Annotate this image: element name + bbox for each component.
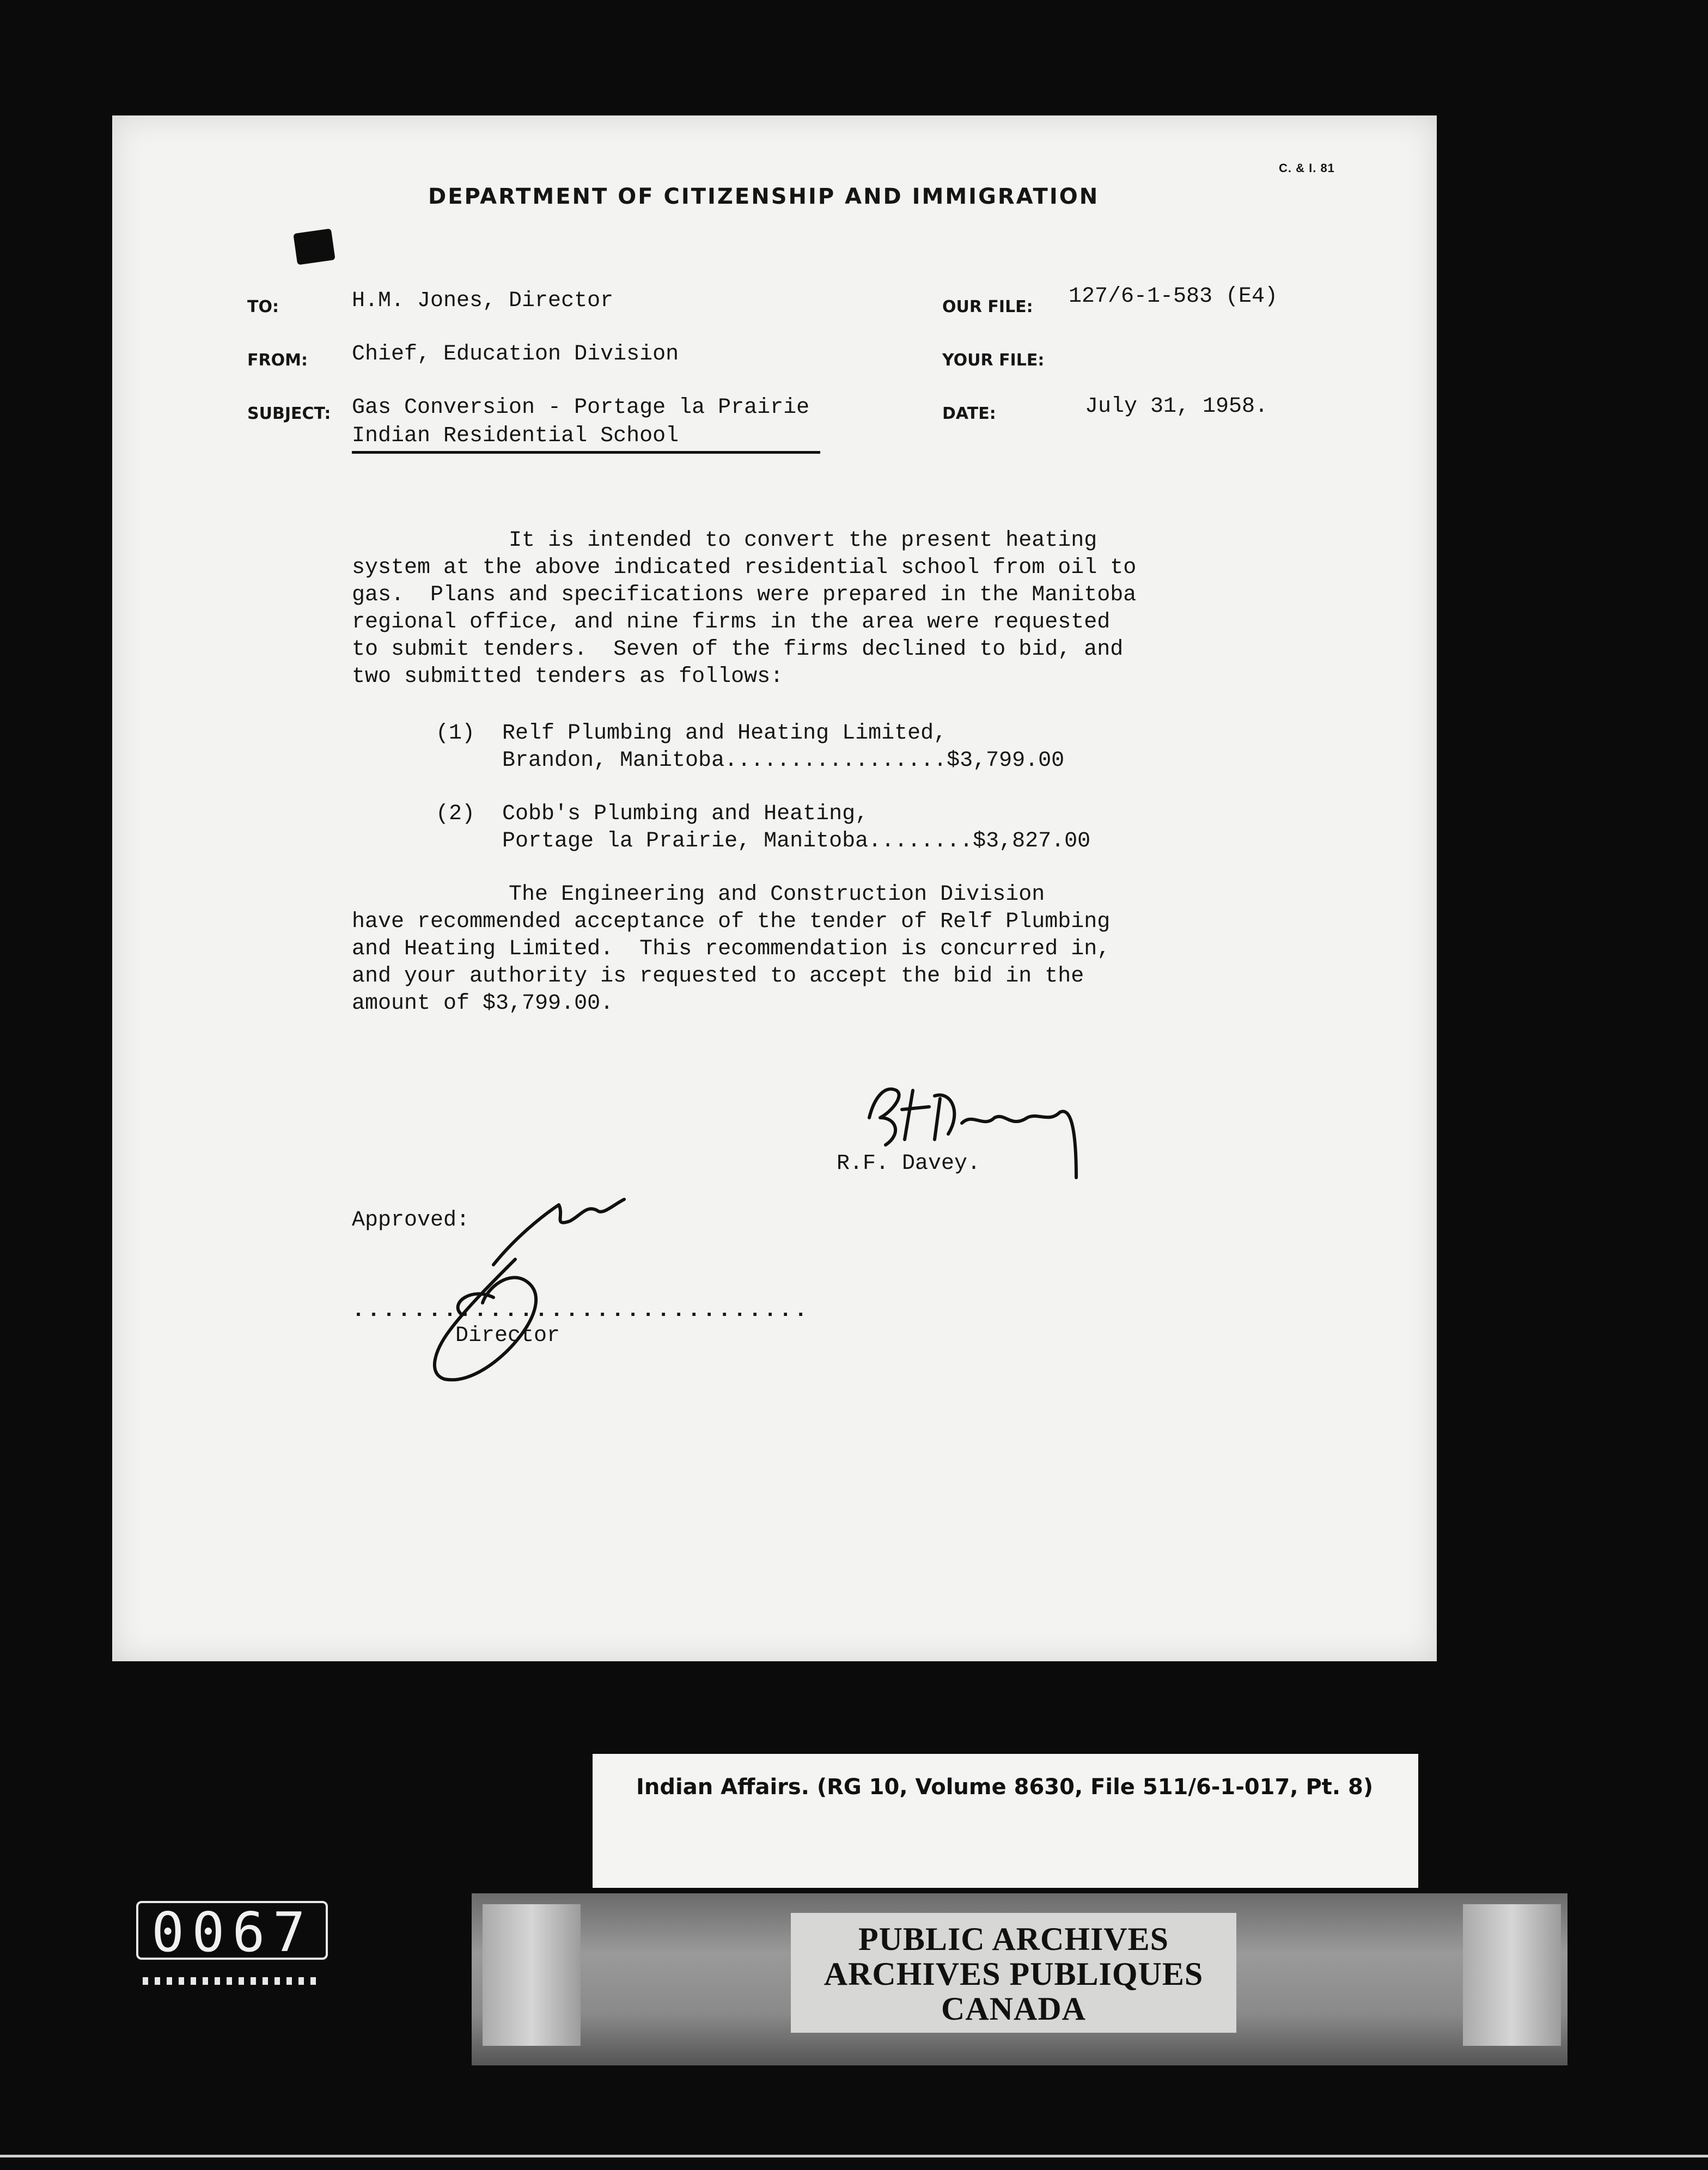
frame-number: 0067 <box>136 1901 328 1960</box>
subject-line-1: Gas Conversion - Portage la Prairie <box>352 395 810 420</box>
to-value: H.M. Jones, Director <box>352 289 614 313</box>
tender-location-amount: Brandon, Manitoba.................$3,799.00 <box>502 748 1065 773</box>
archive-reference-card <box>593 1754 1418 1888</box>
memo-page <box>112 115 1437 1661</box>
paragraph-2-line: have recommended acceptance of the tender of Relf Plumbing <box>352 910 1111 934</box>
paragraph-2-line: and Heating Limited. This recommendation is concurred in, <box>352 937 1111 961</box>
subject-line-2: Indian Residential School <box>352 424 679 448</box>
paragraph-1-line: gas. Plans and specifications were prepared in the Manitoba <box>352 583 1137 607</box>
subject-label: SUBJECT: <box>247 404 331 423</box>
archive-stamp-line-3: CANADA <box>941 1991 1086 2027</box>
band-end-right <box>1463 1904 1561 2046</box>
handwritten-signatures <box>112 115 1437 1661</box>
frame-ticks <box>143 1977 322 1985</box>
tender-firm: Cobb's Plumbing and Heating, <box>502 802 869 826</box>
tender-location-amount: Portage la Prairie, Manitoba........$3,827.00 <box>502 829 1091 854</box>
paragraph-1-line: It is intended to convert the present heating <box>352 528 1097 553</box>
tender-number: (2) <box>436 802 475 826</box>
davey-signature <box>869 1089 1076 1178</box>
from-value: Chief, Education Division <box>352 342 679 367</box>
archive-stamp-line-2: ARCHIVES PUBLIQUES <box>823 1956 1204 1992</box>
paragraph-2-line: and your authority is requested to accept the bid in the <box>352 964 1084 989</box>
paragraph-2-line: The Engineering and Construction Division <box>352 882 1045 907</box>
your-file-label: YOUR FILE: <box>942 351 1045 370</box>
paragraph-2-line: amount of $3,799.00. <box>352 991 614 1016</box>
from-label: FROM: <box>247 351 308 370</box>
tender-firm: Relf Plumbing and Heating Limited, <box>502 721 947 746</box>
our-file-label: OUR FILE: <box>942 297 1033 316</box>
tender-number: (1) <box>436 721 475 746</box>
department-heading: DEPARTMENT OF CITIZENSHIP AND IMMIGRATION <box>428 184 1100 209</box>
signatory-name: R.F. Davey. <box>837 1151 981 1176</box>
paragraph-1-line: two submitted tenders as follows: <box>352 665 784 689</box>
to-label: TO: <box>247 297 279 316</box>
archive-reference: Indian Affairs. (RG 10, Volume 8630, File 511/6-1-017, Pt. 8) <box>636 1775 1374 1800</box>
archive-stamp-band <box>472 1893 1567 2065</box>
our-file-value: 127/6-1-583 (E4) <box>1069 284 1278 309</box>
form-code: C. & I. 81 <box>1279 161 1335 175</box>
film-edge <box>0 2155 1708 2157</box>
paragraph-1-line: regional office, and nine firms in the area were requested <box>352 610 1111 635</box>
paragraph-1-line: system at the above indicated residential school from oil to <box>352 556 1137 580</box>
date-label: DATE: <box>942 404 996 423</box>
band-end-left <box>483 1904 581 2046</box>
date-value: July 31, 1958. <box>1085 394 1268 419</box>
archive-stamp-line-1: PUBLIC ARCHIVES <box>858 1921 1169 1957</box>
approval-signature-line: .............................. <box>352 1299 810 1323</box>
approval-title: Director <box>455 1324 560 1348</box>
paragraph-1-line: to submit tenders. Seven of the firms declined to bid, and <box>352 637 1124 662</box>
director-signature <box>435 1199 624 1380</box>
archive-stamp <box>791 1913 1236 2033</box>
approved-label: Approved: <box>352 1208 470 1233</box>
